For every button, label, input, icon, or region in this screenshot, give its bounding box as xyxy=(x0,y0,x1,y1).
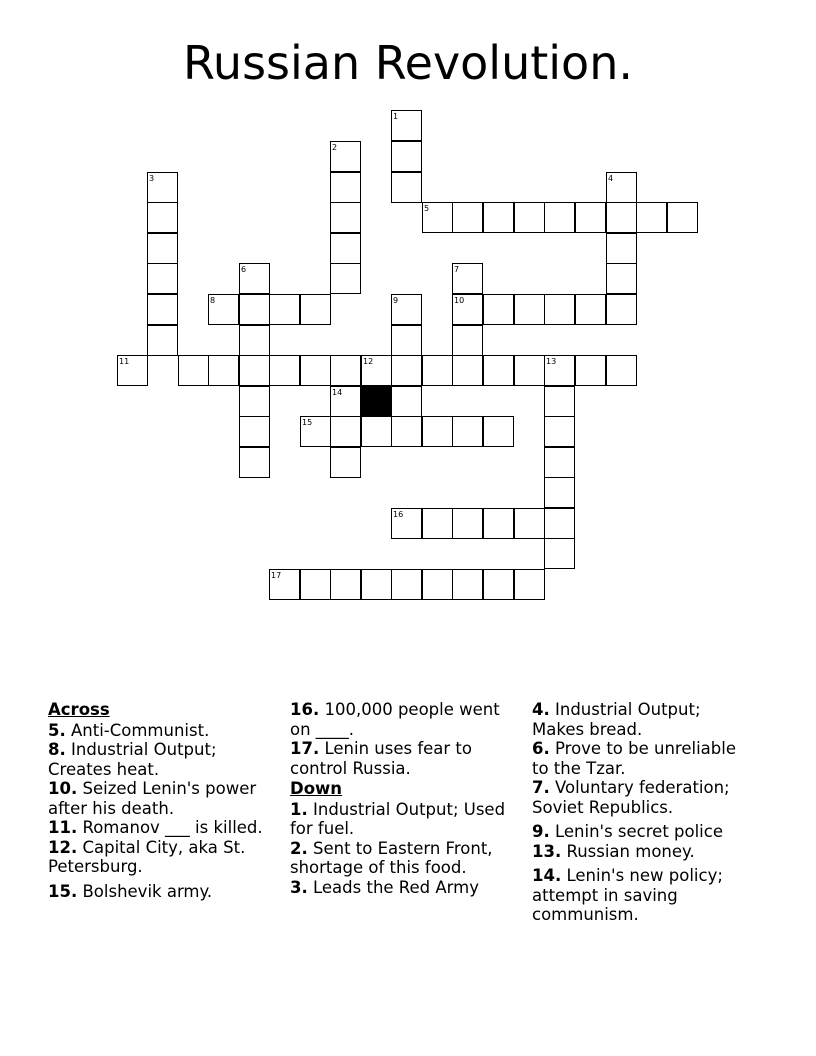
grid-cell[interactable] xyxy=(452,416,483,447)
grid-cell[interactable] xyxy=(514,355,545,386)
grid-cell[interactable] xyxy=(544,477,575,508)
clue-number: 4. xyxy=(532,700,550,719)
grid-cell[interactable] xyxy=(452,569,483,600)
grid-cell[interactable] xyxy=(239,355,270,386)
down-clue xyxy=(532,700,742,739)
clue-number: 7. xyxy=(532,778,550,797)
clue-column-1 xyxy=(48,700,276,906)
grid-cell[interactable] xyxy=(575,202,606,233)
clue-column-2 xyxy=(290,700,518,902)
grid-cell[interactable] xyxy=(147,233,178,264)
grid-cell[interactable] xyxy=(391,355,422,386)
black-cell xyxy=(361,386,392,417)
grid-cell[interactable] xyxy=(544,386,575,417)
grid-cell[interactable] xyxy=(391,294,422,325)
across-clue xyxy=(48,740,276,779)
grid-cell[interactable] xyxy=(422,416,453,447)
grid-cell[interactable] xyxy=(575,355,606,386)
grid-cell[interactable] xyxy=(391,325,422,356)
down-clue xyxy=(290,800,518,839)
clue-number: 2. xyxy=(290,838,308,858)
grid-cell[interactable] xyxy=(422,202,453,233)
clue-number: 14. xyxy=(532,866,562,885)
grid-cell[interactable] xyxy=(391,416,422,447)
grid-cell[interactable] xyxy=(544,355,575,386)
grid-cell[interactable] xyxy=(330,263,361,294)
down-clue xyxy=(532,866,742,925)
grid-cell[interactable] xyxy=(514,294,545,325)
grid-cell[interactable] xyxy=(391,172,422,203)
grid-cell[interactable] xyxy=(300,294,331,325)
grid-cell[interactable] xyxy=(330,416,361,447)
grid-cell[interactable] xyxy=(391,110,422,141)
clue-number: 10. xyxy=(48,779,78,798)
grid-cell[interactable] xyxy=(330,141,361,172)
clue-number-label: 1 xyxy=(393,112,399,121)
clue-number-label: 9 xyxy=(393,296,399,305)
grid-cell[interactable] xyxy=(544,294,575,325)
grid-cell[interactable] xyxy=(361,355,392,386)
grid-cell[interactable] xyxy=(452,325,483,356)
grid-cell[interactable] xyxy=(147,294,178,325)
grid-cell[interactable] xyxy=(147,202,178,233)
grid-cell[interactable] xyxy=(452,355,483,386)
clue-text: Lenin's new policy; attempt in saving communism. xyxy=(532,866,723,924)
grid-cell[interactable] xyxy=(208,294,239,325)
clue-text: Lenin's secret police xyxy=(549,822,723,841)
grid-cell[interactable] xyxy=(544,508,575,539)
grid-cell[interactable] xyxy=(330,202,361,233)
clue-text: Lenin uses fear to control Russia. xyxy=(290,739,472,778)
clue-text: 100,000 people went on ____. xyxy=(290,700,500,739)
grid-cell[interactable] xyxy=(391,569,422,600)
clue-number: 11. xyxy=(48,818,78,837)
clue-number-label: 14 xyxy=(332,388,343,397)
clue-number-label: 7 xyxy=(454,265,460,274)
grid-cell[interactable] xyxy=(575,294,606,325)
grid-cell[interactable] xyxy=(178,355,209,386)
grid-cell[interactable] xyxy=(330,386,361,417)
clue-text: Prove to be unreliable to the Tzar. xyxy=(532,739,736,778)
clue-number: 9. xyxy=(532,822,550,841)
clue-text: Capital City, aka St. Petersburg. xyxy=(48,837,246,876)
grid-cell[interactable] xyxy=(452,263,483,294)
clue-number-label: 4 xyxy=(608,174,614,183)
clue-text: Voluntary federation; Soviet Republics. xyxy=(532,778,730,817)
clue-number: 13. xyxy=(532,841,562,861)
grid-cell[interactable] xyxy=(606,355,637,386)
grid-cell[interactable] xyxy=(269,294,300,325)
grid-cell[interactable] xyxy=(514,508,545,539)
grid-cell[interactable] xyxy=(422,569,453,600)
grid-cell[interactable] xyxy=(667,202,698,233)
clue-text: Bolshevik army. xyxy=(77,881,213,901)
grid-cell[interactable] xyxy=(636,202,667,233)
down-clue xyxy=(290,878,518,898)
clue-number-label: 8 xyxy=(210,296,216,305)
grid-cell[interactable] xyxy=(269,355,300,386)
across-heading: Across xyxy=(48,700,110,719)
grid-cell[interactable] xyxy=(544,416,575,447)
grid-cell[interactable] xyxy=(391,141,422,172)
clue-text: Industrial Output; Creates heat. xyxy=(48,740,217,779)
clue-number: 16. xyxy=(290,700,320,719)
down-clue xyxy=(532,739,742,778)
grid-cell[interactable] xyxy=(361,416,392,447)
grid-cell[interactable] xyxy=(452,508,483,539)
clue-number-label: 15 xyxy=(302,418,313,427)
clue-number: 3. xyxy=(290,877,308,897)
clue-text: Industrial Output; Used for fuel. xyxy=(290,799,506,838)
clue-text: Leads the Red Army xyxy=(307,877,480,897)
grid-cell[interactable] xyxy=(606,172,637,203)
grid-cell[interactable] xyxy=(330,172,361,203)
grid-cell[interactable] xyxy=(483,569,514,600)
clue-text: Sent to Eastern Front, shortage of this food. xyxy=(290,838,493,877)
grid-cell[interactable] xyxy=(452,202,483,233)
across-clue xyxy=(48,882,276,902)
grid-cell[interactable] xyxy=(330,447,361,478)
grid-cell[interactable] xyxy=(483,294,514,325)
grid-cell[interactable] xyxy=(422,355,453,386)
clue-number: 17. xyxy=(290,739,320,758)
clue-text: Anti-Communist. xyxy=(65,720,210,740)
down-clue xyxy=(290,839,518,878)
clue-number-label: 12 xyxy=(363,357,374,366)
grid-cell[interactable] xyxy=(544,202,575,233)
clue-number: 5. xyxy=(48,720,66,740)
across-clue xyxy=(290,700,518,739)
clue-number-label: 13 xyxy=(546,357,557,366)
grid-cell[interactable] xyxy=(483,355,514,386)
grid-cell[interactable] xyxy=(269,569,300,600)
grid-cell[interactable] xyxy=(147,263,178,294)
grid-cell[interactable] xyxy=(606,294,637,325)
across-clue xyxy=(48,721,276,741)
grid-cell[interactable] xyxy=(606,233,637,264)
grid-cell[interactable] xyxy=(239,416,270,447)
clue-number: 12. xyxy=(48,837,78,857)
grid-cell[interactable] xyxy=(483,202,514,233)
across-clue xyxy=(48,838,276,877)
clue-number-label: 2 xyxy=(332,143,338,152)
grid-cell[interactable] xyxy=(391,508,422,539)
grid-cell[interactable] xyxy=(239,447,270,478)
grid-cell[interactable] xyxy=(422,508,453,539)
grid-cell[interactable] xyxy=(208,355,239,386)
puzzle-title: Russian Revolution. xyxy=(183,36,633,90)
grid-cell[interactable] xyxy=(452,294,483,325)
across-clue xyxy=(48,818,276,838)
grid-cell[interactable] xyxy=(361,569,392,600)
grid-cell[interactable] xyxy=(300,355,331,386)
clue-text: Romanov ___ is killed. xyxy=(77,818,263,837)
down-clue xyxy=(532,778,742,817)
down-clue xyxy=(532,842,742,862)
clue-number: 6. xyxy=(532,739,550,758)
grid-cell[interactable] xyxy=(544,447,575,478)
clue-number-label: 6 xyxy=(241,265,247,274)
grid-cell[interactable] xyxy=(330,569,361,600)
grid-cell[interactable] xyxy=(514,202,545,233)
clue-number-label: 17 xyxy=(271,571,282,580)
grid-cell[interactable] xyxy=(606,202,637,233)
clue-text: Industrial Output; Makes bread. xyxy=(532,700,701,739)
down-clue xyxy=(532,822,742,842)
down-heading: Down xyxy=(290,779,343,798)
across-clue xyxy=(290,739,518,778)
clue-number: 15. xyxy=(48,881,78,901)
grid-cell[interactable] xyxy=(483,508,514,539)
grid-cell[interactable] xyxy=(330,233,361,264)
clue-number-label: 3 xyxy=(149,174,155,183)
grid-cell[interactable] xyxy=(544,538,575,569)
grid-cell[interactable] xyxy=(483,416,514,447)
grid-cell[interactable] xyxy=(147,325,178,356)
grid-cell[interactable] xyxy=(391,386,422,417)
grid-cell[interactable] xyxy=(117,355,148,386)
grid-cell[interactable] xyxy=(300,569,331,600)
grid-cell[interactable] xyxy=(300,416,331,447)
clue-number-label: 5 xyxy=(424,204,430,213)
grid-cell[interactable] xyxy=(239,386,270,417)
grid-cell[interactable] xyxy=(239,294,270,325)
grid-cell[interactable] xyxy=(239,325,270,356)
grid-cell[interactable] xyxy=(239,263,270,294)
clue-column-3 xyxy=(532,700,742,930)
clue-text: Russian money. xyxy=(561,841,695,861)
clue-number-label: 11 xyxy=(119,357,130,366)
grid-cell[interactable] xyxy=(514,569,545,600)
grid-cell[interactable] xyxy=(330,355,361,386)
clue-number-label: 10 xyxy=(454,296,465,305)
clue-number: 1. xyxy=(290,799,308,819)
clue-number-label: 16 xyxy=(393,510,404,519)
clue-number: 8. xyxy=(48,740,66,759)
grid-cell[interactable] xyxy=(606,263,637,294)
clue-text: Seized Lenin's power after his death. xyxy=(48,779,257,818)
across-clue xyxy=(48,779,276,818)
grid-cell[interactable] xyxy=(147,172,178,203)
